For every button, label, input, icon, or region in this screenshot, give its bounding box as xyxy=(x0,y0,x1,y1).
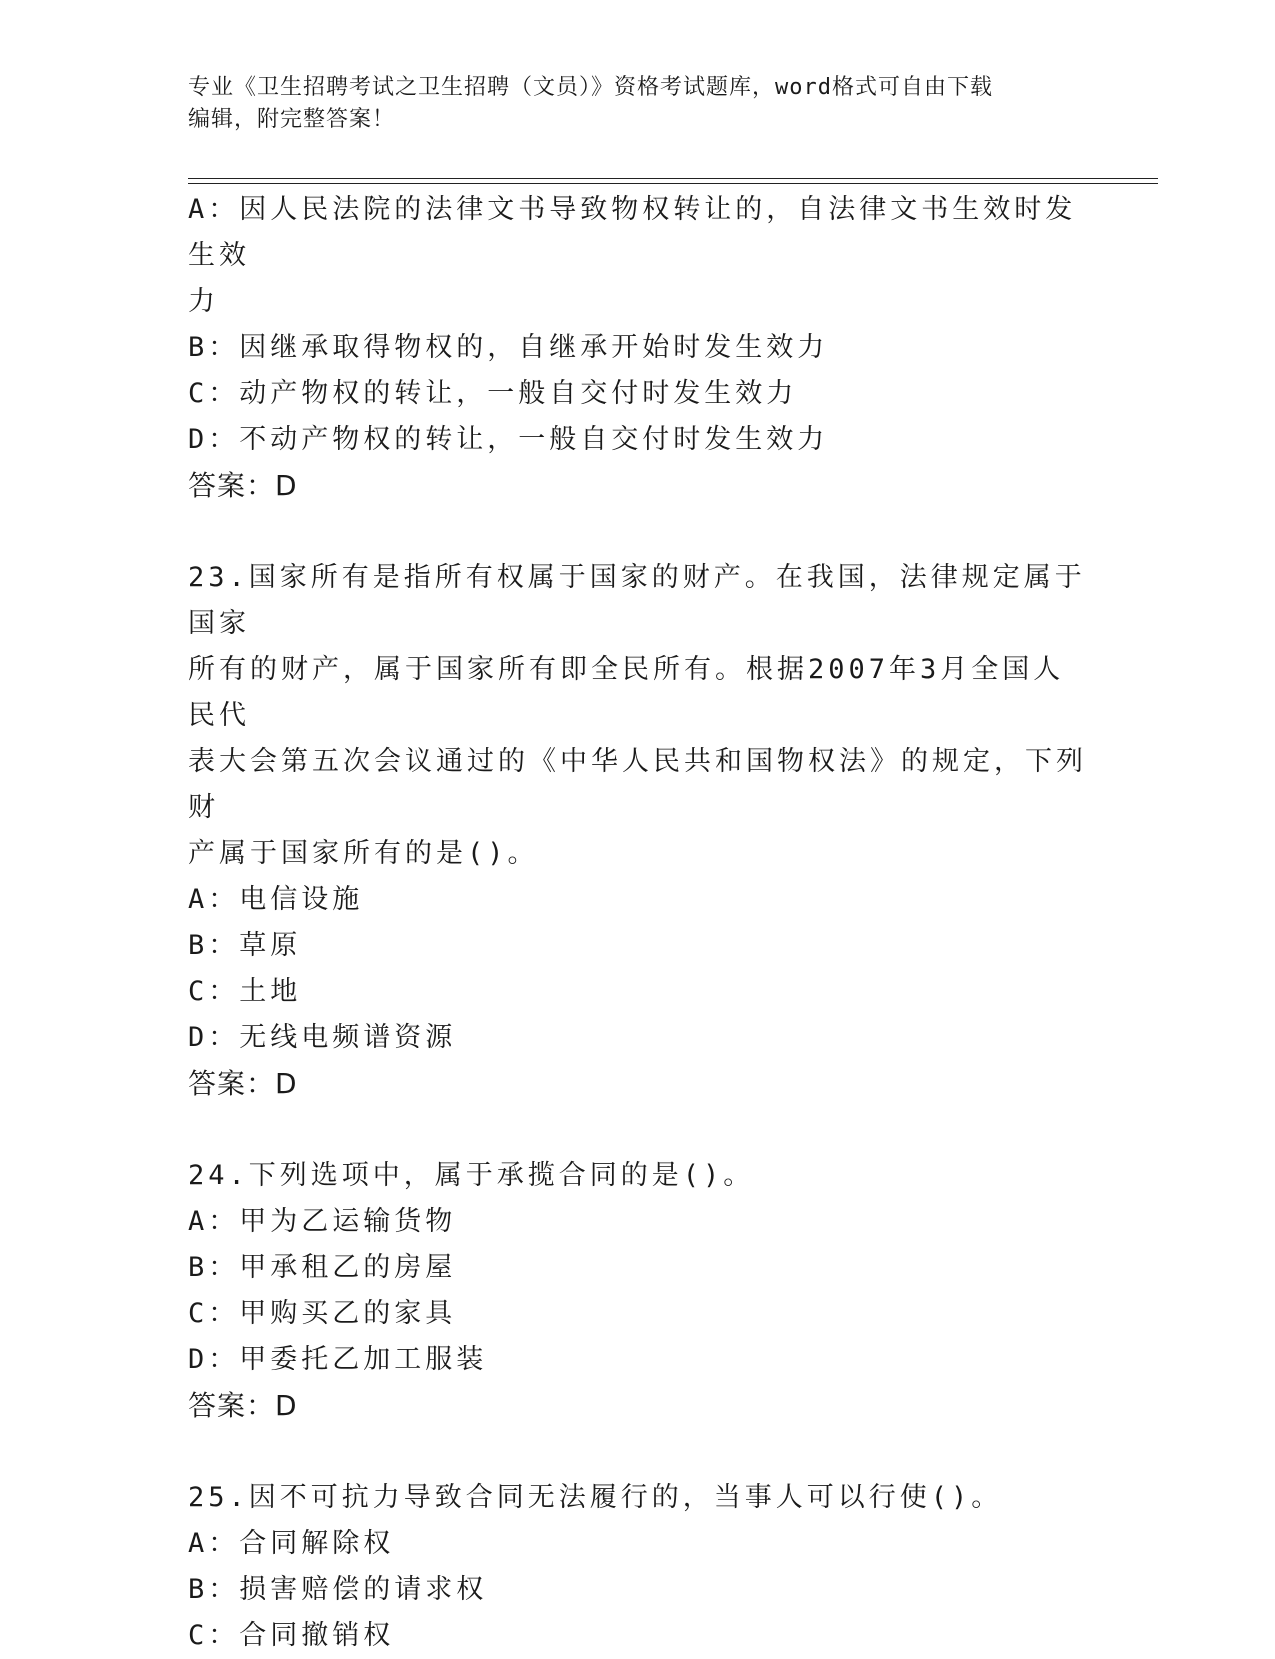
option-a: A：甲为乙运输货物 xyxy=(188,1206,457,1237)
question-stem: 产属于国家所有的是()。 xyxy=(188,838,539,869)
option-a: A：合同解除权 xyxy=(188,1528,395,1559)
question-23 xyxy=(188,555,1088,1107)
question-stem: 表大会第五次会议通过的《中华人民共和国物权法》的规定，下列财 xyxy=(188,746,1087,823)
option-c: C：土地 xyxy=(188,976,302,1007)
option-b: B：草原 xyxy=(188,930,302,961)
option-d: D：不动产物权的转让，一般自交付时发生效力 xyxy=(188,424,829,455)
option-d: D：无线电频谱资源 xyxy=(188,1022,457,1053)
header-line-1: 专业《卫生招聘考试之卫生招聘（文员）》资格考试题库，word格式可自由下载 xyxy=(188,75,993,100)
question-24 xyxy=(188,1153,1088,1429)
question-stem: 24.下列选项中，属于承揽合同的是()。 xyxy=(188,1160,755,1191)
option-d: D：甲委托乙加工服装 xyxy=(188,1344,488,1375)
spacer xyxy=(188,509,1088,555)
header-divider-top xyxy=(188,178,1158,179)
header-line-2: 编辑，附完整答案！ xyxy=(188,107,396,132)
option-c: C：合同撤销权 xyxy=(188,1620,395,1651)
option-b: B：因继承取得物权的，自继承开始时发生效力 xyxy=(188,332,829,363)
option-b: B：甲承租乙的房屋 xyxy=(188,1252,457,1283)
option-b: B：损害赔偿的请求权 xyxy=(188,1574,488,1605)
question-25 xyxy=(188,1475,1088,1659)
answer-line: 答案：D xyxy=(188,469,298,502)
spacer xyxy=(188,1429,1088,1475)
document-header xyxy=(188,72,1088,136)
question-22-continued xyxy=(188,187,1088,509)
answer-line: 答案：D xyxy=(188,1067,298,1100)
option-a: A：因人民法院的法律文书导致物权转让的，自法律文书生效时发生效 xyxy=(188,194,1077,271)
option-a-continuation: 力 xyxy=(188,286,219,317)
question-stem: 所有的财产，属于国家所有即全民所有。根据2007年3月全国人民代 xyxy=(188,654,1065,731)
question-list xyxy=(188,187,1088,1659)
question-stem: 23.国家所有是指所有权属于国家的财产。在我国，法律规定属于国家 xyxy=(188,562,1086,639)
spacer xyxy=(188,1107,1088,1153)
answer-line: 答案：D xyxy=(188,1389,298,1422)
option-c: C：甲购买乙的家具 xyxy=(188,1298,457,1329)
header-divider-bottom xyxy=(188,183,1158,184)
option-a: A：电信设施 xyxy=(188,884,364,915)
option-c: C：动产物权的转让，一般自交付时发生效力 xyxy=(188,378,798,409)
question-stem: 25.因不可抗力导致合同无法履行的，当事人可以行使()。 xyxy=(188,1482,1003,1513)
